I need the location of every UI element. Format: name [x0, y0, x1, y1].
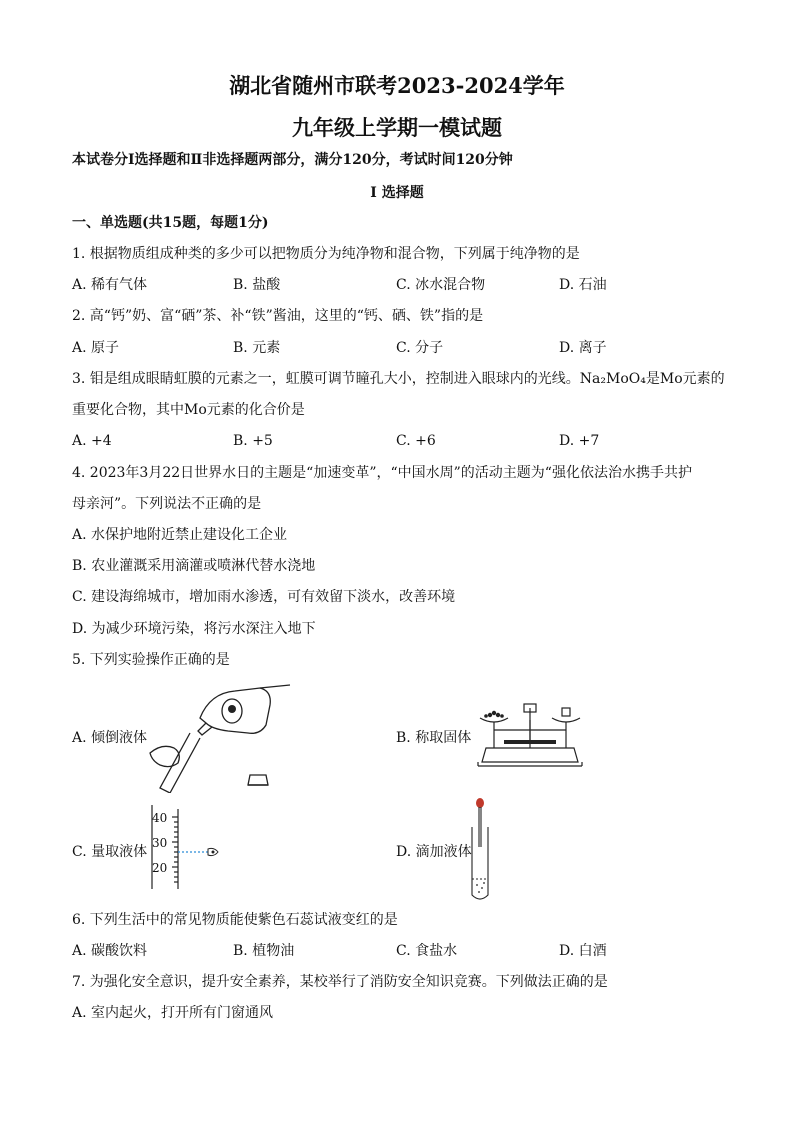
q6-option-a[interactable]: A. 碳酸饮料 [72, 943, 148, 959]
title-line-2: 九年级上学期一模试题 [292, 115, 502, 140]
q3-option-d[interactable]: D. +7 [559, 433, 600, 449]
section-heading: Ⅰ 选择题 [370, 185, 424, 201]
q4-option-d[interactable]: D. 为减少环境污染，将污水深注入地下 [72, 621, 316, 637]
balance-figure [474, 700, 586, 772]
q3-option-a[interactable]: A. +4 [72, 433, 112, 449]
q7-option-a[interactable]: A. 室内起火，打开所有门窗通风 [72, 1005, 274, 1021]
question-5-stem: 5. 下列实验操作正确的是 [72, 652, 230, 668]
part-heading: 一、单选题(共15题，每题1分) [72, 215, 269, 231]
q4-option-c[interactable]: C. 建设海绵城市，增加雨水渗透，可有效留下淡水，改善环境 [72, 589, 456, 605]
q4-option-a[interactable]: A. 水保护地附近禁止建设化工企业 [72, 527, 288, 543]
title-line-1: 湖北省随州市联考2023-2024学年 [229, 73, 565, 98]
q1-option-a[interactable]: A. 稀有气体 [72, 277, 148, 293]
q2-option-b[interactable]: B. 元素 [233, 340, 281, 356]
cylinder-mark-20: 20 [152, 861, 168, 875]
q5-option-c[interactable]: C. 量取液体 [72, 844, 148, 860]
question-6-stem: 6. 下列生活中的常见物质能使紫色石蕊试液变红的是 [72, 912, 398, 928]
q6-option-c[interactable]: C. 食盐水 [396, 943, 458, 959]
cylinder-mark-30: 30 [152, 836, 168, 850]
question-4-stem-line-2: 母亲河”。下列说法不正确的是 [72, 496, 262, 512]
q5-option-d[interactable]: D. 滴加液体 [396, 844, 472, 860]
question-4-stem-line-1: 4. 2023年3月22日世界水日的主题是“加速变革”，“中国水周”的活动主题为“强化依法治水携手共护 [72, 465, 692, 481]
dropper-figure [468, 797, 498, 903]
exam-notice: 本试卷分Ⅰ选择题和Ⅱ非选择题两部分，满分120分，考试时间120分钟 [72, 152, 513, 168]
q1-option-c[interactable]: C. 冰水混合物 [396, 277, 486, 293]
q6-option-b[interactable]: B. 植物油 [233, 943, 295, 959]
question-2-stem: 2. 高“钙”奶、富“硒”茶、补“铁”酱油，这里的“钙、硒、铁”指的是 [72, 308, 484, 324]
question-3-stem-line-2: 重要化合物，其中Mo元素的化合价是 [72, 402, 305, 418]
q1-option-d[interactable]: D. 石油 [559, 277, 607, 293]
question-7-stem: 7. 为强化安全意识，提升安全素养，某校举行了消防安全知识竞赛。下列做法正确的是 [72, 974, 608, 990]
q6-option-d[interactable]: D. 白酒 [559, 943, 607, 959]
cylinder-mark-40: 40 [152, 811, 168, 825]
q2-option-a[interactable]: A. 原子 [72, 340, 120, 356]
q5-option-b[interactable]: B. 称取固体 [396, 730, 472, 746]
q1-option-b[interactable]: B. 盐酸 [233, 277, 281, 293]
pouring-liquid-figure [140, 683, 300, 793]
q4-option-b[interactable]: B. 农业灌溉采用滴灌或喷淋代替水浇地 [72, 558, 316, 574]
q3-option-b[interactable]: B. +5 [233, 433, 273, 449]
q5-option-a[interactable]: A. 倾倒液体 [72, 730, 148, 746]
q3-option-c[interactable]: C. +6 [396, 433, 436, 449]
q2-option-d[interactable]: D. 离子 [559, 340, 607, 356]
question-1-stem: 1. 根据物质组成种类的多少可以把物质分为纯净物和混合物，下列属于纯净物的是 [72, 246, 580, 262]
q2-option-c[interactable]: C. 分子 [396, 340, 444, 356]
question-3-stem-line-1: 3. 钼是组成眼睛虹膜的元素之一，虹膜可调节瞳孔大小，控制进入眼球内的光线。Na₂MoO₄是Mo元素的 [72, 371, 725, 387]
